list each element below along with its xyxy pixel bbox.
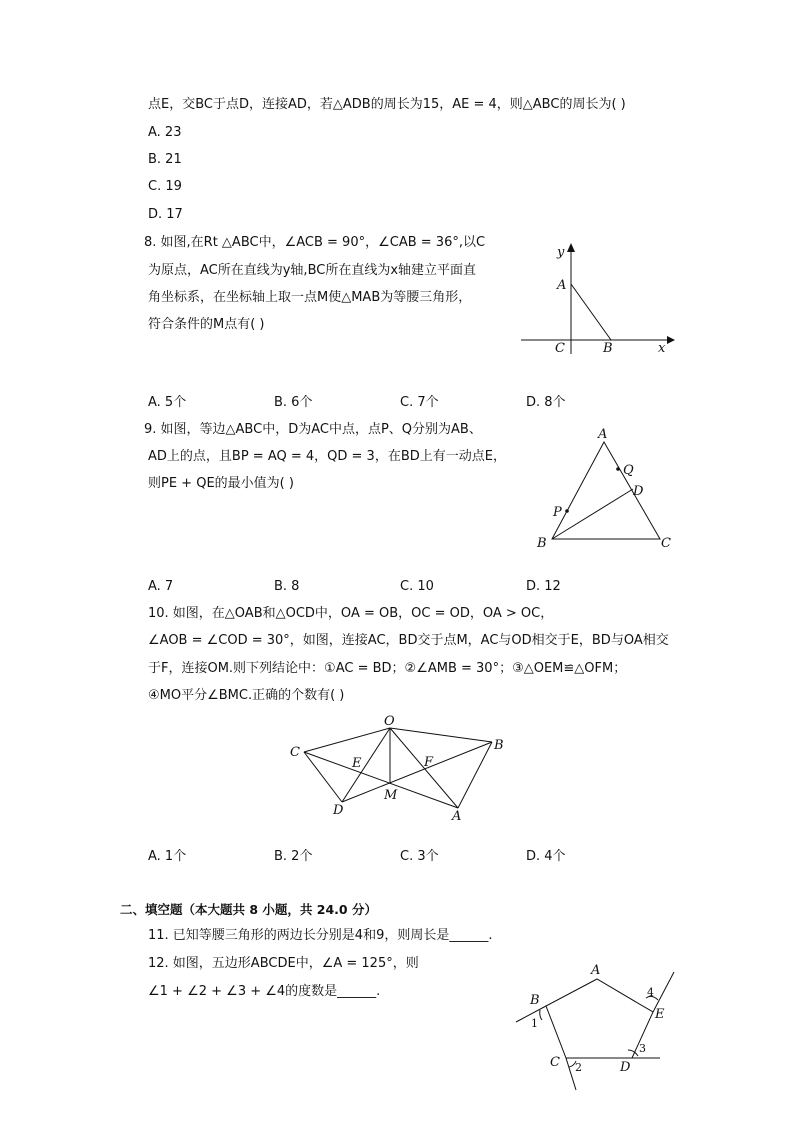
q8-figure <box>515 238 680 360</box>
q10-label-a: A <box>452 809 462 824</box>
q8-label-a: A <box>557 278 567 293</box>
q8-option-c[interactable]: C. 7个 <box>400 395 439 410</box>
q10-option-a[interactable]: A. 1个 <box>148 849 187 864</box>
q8-option-d[interactable]: D. 8个 <box>526 395 566 410</box>
q12-line-2: ∠1 + ∠2 + ∠3 + ∠4的度数是______. <box>148 984 381 999</box>
q8-option-b[interactable]: B. 6个 <box>274 395 313 410</box>
q12-label-a: A <box>591 963 601 978</box>
q9-label-p: P <box>553 505 562 520</box>
q8-label-y: y <box>557 245 565 260</box>
q12-label-b: B <box>530 993 540 1008</box>
q7-stem: 点E，交BC于点D，连接AD，若△ADB的周长为15，AE = 4，则△ABC的周长为( ) <box>148 97 626 112</box>
q8-y-arrow <box>567 243 575 252</box>
q8-label-c: C <box>555 341 565 356</box>
q7-option-a[interactable]: A. 23 <box>148 125 182 140</box>
q8-line-3: 角坐标系，在坐标轴上取一点M使△MAB为等腰三角形， <box>148 290 472 305</box>
q10-option-c[interactable]: C. 3个 <box>400 849 439 864</box>
q10-option-b[interactable]: B. 2个 <box>274 849 313 864</box>
q9-option-a[interactable]: A. 7 <box>148 579 174 594</box>
q10-label-c: C <box>290 745 300 760</box>
q9-line-3: 则PE + QE的最小值为( ) <box>148 476 294 491</box>
section-2-title: 二、填空题（本大题共 8 小题，共 24.0 分） <box>120 902 377 917</box>
q8-label-b: B <box>603 341 613 356</box>
q9-line-1: 9. 如图，等边△ABC中，D为AC中点，点P、Q分别为AB、 <box>144 422 482 437</box>
q10-segment-ac <box>304 752 458 808</box>
q9-triangle-abc <box>552 442 660 539</box>
q9-figure <box>530 425 680 555</box>
q10-option-d[interactable]: D. 4个 <box>526 849 566 864</box>
q9-label-a: A <box>598 427 608 442</box>
q10-label-f: F <box>424 755 434 770</box>
q8-label-x: x <box>658 341 666 356</box>
q10-label-m: M <box>384 788 398 803</box>
q12-label-1: 1 <box>531 1017 538 1030</box>
q10-figure <box>280 712 520 827</box>
q9-option-d[interactable]: D. 12 <box>526 579 561 594</box>
q10-segment-ab <box>458 742 492 808</box>
q9-label-d: D <box>633 484 644 499</box>
q11-line: 11. 已知等腰三角形的两边长分别是4和9，则周长是______. <box>148 928 493 943</box>
q10-label-b: B <box>494 738 504 753</box>
q12-label-e: E <box>655 1007 665 1022</box>
q10-segment-ob <box>390 728 492 742</box>
q8-line-1: 8. 如图,在Rt △ABC中，∠ACB = 90°，∠CAB = 36°,以C <box>144 235 486 250</box>
q10-label-d: D <box>333 803 344 818</box>
q8-x-arrow <box>667 336 675 344</box>
q8-line-4: 符合条件的M点有( ) <box>148 317 265 332</box>
q10-label-e: E <box>352 756 362 771</box>
q10-line-4: ④MO平分∠BMC.正确的个数有( ) <box>148 688 345 703</box>
q9-label-q: Q <box>623 463 634 478</box>
q12-line-1: 12. 如图，五边形ABCDE中，∠A = 125°，则 <box>148 956 419 971</box>
q10-line-2: ∠AOB = ∠COD = 30°，如图，连接AC，BD交于点M，AC与OD相交于E，BD与OA相交 <box>148 633 669 648</box>
q12-angle-1-arc <box>540 1010 542 1020</box>
q9-point-q <box>616 467 620 471</box>
q10-line-3: 于F，连接OM.则下列结论中：①AC = BD；②∠AMB = 30°；③△OEM≌△OFM； <box>148 661 627 676</box>
q9-point-p <box>565 509 569 513</box>
q12-label-3: 3 <box>639 1042 646 1055</box>
q12-pentagon <box>546 979 653 1058</box>
q9-segment-bd <box>552 489 633 539</box>
q12-ext-ae <box>653 972 674 1012</box>
q12-label-d: D <box>620 1060 631 1075</box>
q7-option-b[interactable]: B. 21 <box>148 152 182 167</box>
q8-option-a[interactable]: A. 5个 <box>148 395 187 410</box>
q9-option-b[interactable]: B. 8 <box>274 579 300 594</box>
q12-label-4: 4 <box>647 986 654 999</box>
q9-label-c: C <box>661 536 671 551</box>
q10-label-o: O <box>384 714 395 729</box>
q8-line-2: 为原点，AC所在直线为y轴,BC所在直线为x轴建立平面直 <box>148 263 477 278</box>
q12-label-2: 2 <box>575 1061 582 1074</box>
q7-option-d[interactable]: D. 17 <box>148 207 183 222</box>
q10-line-1: 10. 如图，在△OAB和△OCD中，OA = OB，OC = OD，OA > OC， <box>148 606 554 621</box>
q12-label-c: C <box>550 1055 560 1070</box>
q9-line-2: AD上的点，且BP = AQ = 4，QD = 3，在BD上有一动点E， <box>148 449 506 464</box>
q9-option-c[interactable]: C. 10 <box>400 579 434 594</box>
q8-segment-ab <box>571 284 611 340</box>
q12-figure <box>510 960 695 1095</box>
q7-option-c[interactable]: C. 19 <box>148 179 182 194</box>
q9-label-b: B <box>537 536 547 551</box>
q10-segment-cd <box>304 752 342 802</box>
